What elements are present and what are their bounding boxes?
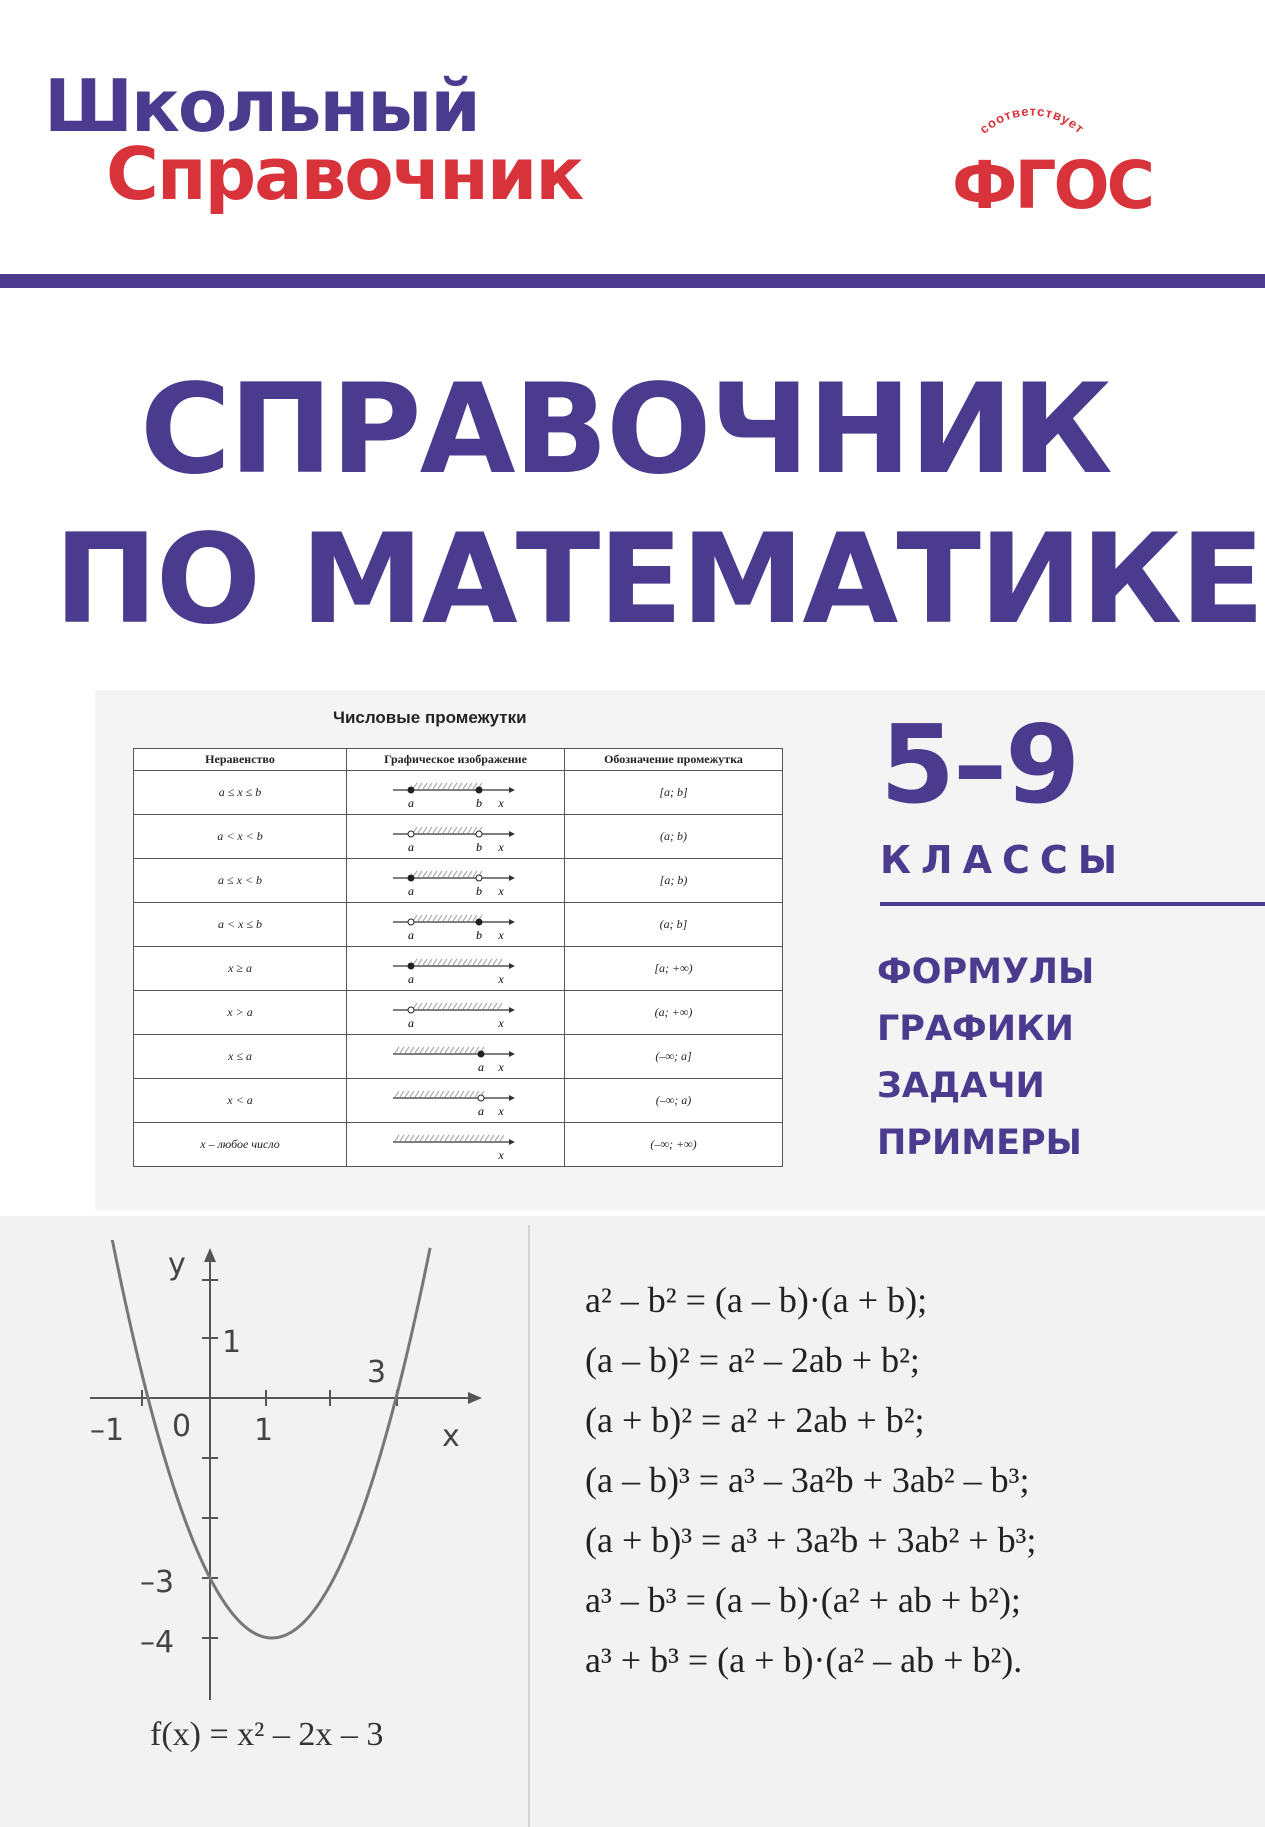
formula-1: a² – b² = (a – b)·(a + b);	[585, 1280, 928, 1320]
svg-text:a: a	[407, 1015, 414, 1030]
cell-notation: (–∞; a]	[565, 1035, 783, 1079]
cell-inequality: x ≤ a	[134, 1035, 347, 1079]
cell-inequality: x > a	[134, 991, 347, 1035]
tick-label-y-one: 1	[222, 1325, 242, 1360]
svg-text:x: x	[497, 795, 504, 810]
cell-inequality: a ≤ x < b	[134, 859, 347, 903]
cell-graphic	[347, 771, 565, 815]
title-line2: ПО МАТЕМАТИКЕ	[54, 508, 1263, 652]
grades-range: 5–9	[880, 703, 1079, 828]
header-notation: Обозначение промежутка	[565, 749, 783, 771]
cell-notation: [a; +∞)	[565, 947, 783, 991]
svg-text:a: a	[407, 971, 414, 986]
number-line	[391, 1127, 521, 1163]
cell-inequality: a < x ≤ b	[134, 903, 347, 947]
table-row	[134, 1123, 783, 1167]
cell-graphic	[347, 903, 565, 947]
svg-text:b: b	[475, 795, 482, 810]
feature-examples: ПРИМЕРЫ	[877, 1123, 1082, 1163]
table-row	[134, 903, 783, 947]
cell-notation: [a; b]	[565, 771, 783, 815]
svg-text:x: x	[497, 883, 504, 898]
number-line	[391, 995, 521, 1031]
intervals-table	[133, 748, 783, 1167]
svg-text:b: b	[475, 839, 482, 854]
tick-label-x-one: 1	[254, 1413, 274, 1448]
series-logo-line1: Школьный	[44, 64, 479, 148]
cell-inequality: x < a	[134, 1079, 347, 1123]
tick-label-minus-one: –1	[90, 1413, 125, 1448]
tick-label-zero: 0	[172, 1409, 192, 1444]
svg-text:a: a	[407, 795, 414, 810]
series-logo	[44, 64, 583, 216]
svg-text:x: x	[497, 1015, 504, 1030]
table-row	[134, 991, 783, 1035]
table-row	[134, 859, 783, 903]
formulas-list	[585, 1282, 1036, 1702]
cell-inequality: x ≥ a	[134, 947, 347, 991]
fgos-small-text: соответствует	[976, 103, 1088, 137]
y-axis-arrow	[204, 1248, 216, 1262]
cell-notation: (–∞; +∞)	[565, 1123, 783, 1167]
formula-3: (a + b)² = a² + 2ab + b²;	[585, 1400, 925, 1440]
feature-tasks: ЗАДАЧИ	[877, 1066, 1045, 1106]
number-line	[391, 1039, 521, 1075]
cell-inequality: a ≤ x ≤ b	[134, 771, 347, 815]
cell-graphic	[347, 991, 565, 1035]
intervals-body	[134, 771, 783, 1167]
tick-label-minus-three: –3	[140, 1565, 175, 1600]
number-line	[391, 819, 521, 855]
svg-text:x: x	[497, 1059, 504, 1074]
cell-graphic	[347, 859, 565, 903]
title-line1: СПРАВОЧНИК	[140, 358, 1111, 502]
function-caption: f(x) = x² – 2x – 3	[150, 1716, 384, 1753]
cell-notation: (–∞; a)	[565, 1079, 783, 1123]
number-line	[391, 951, 521, 987]
svg-text:x: x	[497, 971, 504, 986]
x-axis-arrow	[468, 1392, 482, 1404]
fgos-big-text: ФГОС	[952, 147, 1153, 224]
svg-text:x: x	[497, 839, 504, 854]
svg-text:соответствует	[976, 104, 1087, 137]
svg-text:b: b	[475, 883, 482, 898]
table-caption: Числовые промежутки	[333, 708, 527, 727]
tick-label-minus-four: –4	[140, 1625, 175, 1660]
formula-4: (a – b)³ = a³ – 3a²b + 3ab² – b³;	[585, 1460, 1030, 1500]
svg-text:x: x	[497, 1147, 504, 1162]
formula-5: (a + b)³ = a³ + 3a²b + 3ab² + b³;	[585, 1520, 1037, 1560]
table-row	[134, 771, 783, 815]
svg-text:b: b	[475, 927, 482, 942]
svg-text:a: a	[477, 1103, 484, 1118]
table-row	[134, 1035, 783, 1079]
photo-divider	[528, 1225, 530, 1827]
x-axis-label: x	[442, 1419, 460, 1454]
y-axis-label: y	[168, 1247, 186, 1282]
series-logo-line2: Справочник	[106, 132, 583, 216]
mid-rule	[880, 902, 1265, 906]
parabola-graph	[90, 1240, 490, 1700]
cell-notation: [a; b)	[565, 859, 783, 903]
cell-notation: (a; b)	[565, 815, 783, 859]
feature-graphs: ГРАФИКИ	[877, 1009, 1074, 1049]
svg-text:a: a	[407, 927, 414, 942]
cell-notation: (a; +∞)	[565, 991, 783, 1035]
header-inequality: Неравенство	[134, 749, 347, 771]
svg-text:x: x	[497, 927, 504, 942]
table-row	[134, 1079, 783, 1123]
cell-graphic	[347, 1035, 565, 1079]
cell-notation: (a; b]	[565, 903, 783, 947]
number-line	[391, 863, 521, 899]
formula-2: (a – b)² = a² – 2ab + b²;	[585, 1340, 920, 1380]
formula-6: a³ – b³ = (a – b)·(a² + ab + b²);	[585, 1580, 1021, 1620]
cell-inequality: a < x < b	[134, 815, 347, 859]
formula-7: a³ + b³ = (a + b)·(a² – ab + b²).	[585, 1640, 1023, 1680]
number-line	[391, 775, 521, 811]
svg-text:a: a	[477, 1059, 484, 1074]
header-graphic: Графическое изображение	[347, 749, 565, 771]
cell-inequality: x – любое число	[134, 1123, 347, 1167]
svg-text:x: x	[497, 1103, 504, 1118]
cell-graphic	[347, 1123, 565, 1167]
number-line	[391, 907, 521, 943]
feature-formulas: ФОРМУЛЫ	[877, 952, 1095, 992]
cell-graphic	[347, 1079, 565, 1123]
tick-label-three: 3	[367, 1355, 387, 1390]
fgos-badge	[942, 95, 1153, 235]
table-row	[134, 815, 783, 859]
grades-word: КЛАССЫ	[880, 838, 1128, 882]
top-rule	[0, 274, 1265, 288]
svg-text:a: a	[407, 883, 414, 898]
svg-text:a: a	[407, 839, 414, 854]
number-line	[391, 1083, 521, 1119]
cell-graphic	[347, 947, 565, 991]
table-row	[134, 947, 783, 991]
cell-graphic	[347, 815, 565, 859]
